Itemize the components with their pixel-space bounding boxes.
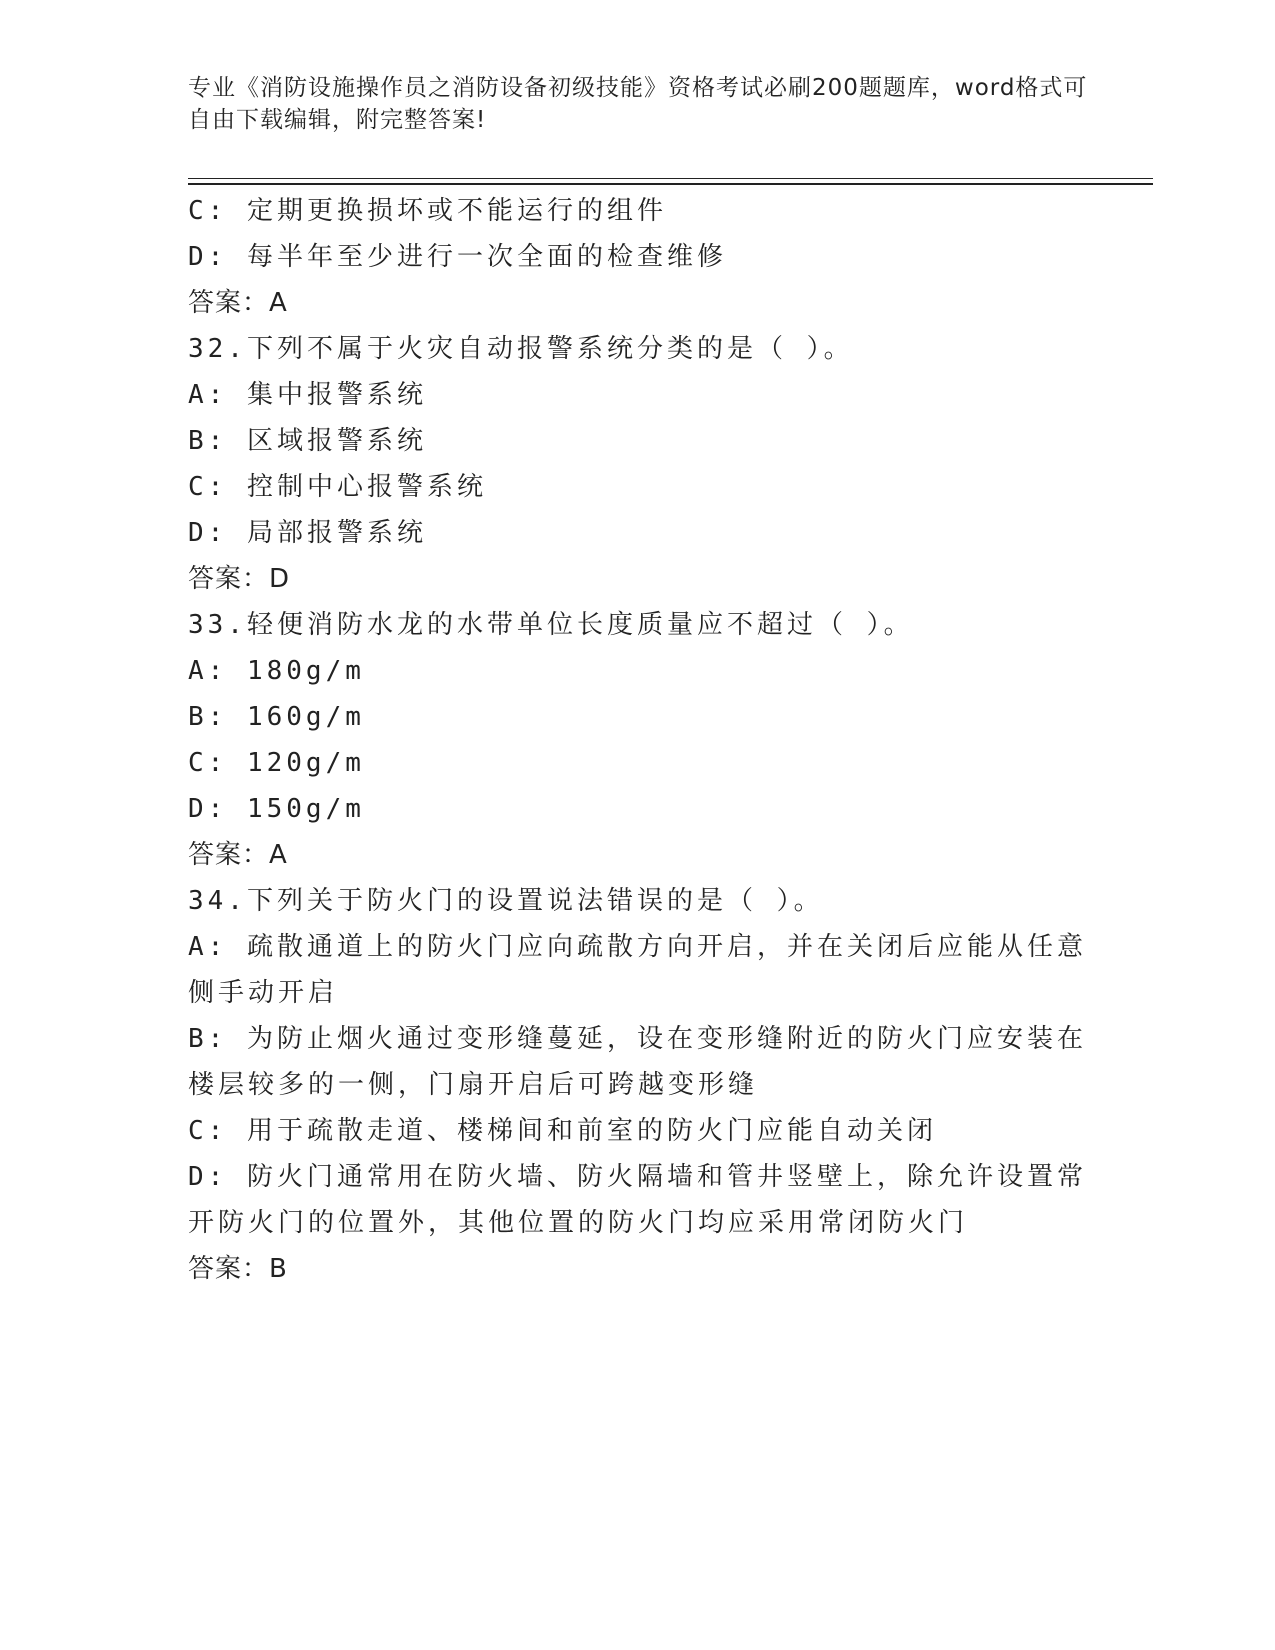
option-b: B: 160g/m — [188, 702, 365, 732]
answer-label: 答案：A — [188, 840, 288, 870]
option-c: C: 定期更换损坏或不能运行的组件 — [188, 196, 667, 226]
option-d: D: 每半年至少进行一次全面的检查维修 — [188, 242, 727, 272]
option-d: D: 150g/m — [188, 794, 365, 824]
previous-question-continuation — [188, 188, 1088, 326]
option-c: C: 控制中心报警系统 — [188, 472, 487, 502]
document-header: 专业《消防设施操作员之消防设备初级技能》资格考试必刷200题题库，word格式可自由下载编辑，附完整答案! — [188, 75, 1088, 133]
option-b: B: 为防止烟火通过变形缝蔓延，设在变形缝附近的防火门应安装在楼层较多的一侧，门扇开启后可跨越变形缝 — [188, 1024, 1087, 1100]
header-rule-thick — [188, 183, 1153, 185]
answer-label: 答案：D — [188, 564, 291, 594]
option-a: A: 集中报警系统 — [188, 380, 427, 410]
question-32 — [188, 326, 1088, 602]
question-content — [188, 188, 1088, 1292]
answer-label: 答案：A — [188, 288, 288, 318]
question-stem: 34.下列关于防火门的设置说法错误的是（ ）。 — [188, 886, 824, 916]
option-a: A: 180g/m — [188, 656, 365, 686]
option-b: B: 区域报警系统 — [188, 426, 427, 456]
header-rule-thin — [188, 178, 1153, 179]
option-d: D: 局部报警系统 — [188, 518, 427, 548]
question-stem: 33.轻便消防水龙的水带单位长度质量应不超过（ ）。 — [188, 610, 914, 640]
answer-label: 答案：B — [188, 1254, 288, 1284]
option-a: A: 疏散通道上的防火门应向疏散方向开启，并在关闭后应能从任意侧手动开启 — [188, 932, 1087, 1008]
question-33 — [188, 602, 1088, 878]
question-stem: 32.下列不属于火灾自动报警系统分类的是（ ）。 — [188, 334, 854, 364]
option-c: C: 120g/m — [188, 748, 365, 778]
option-c: C: 用于疏散走道、楼梯间和前室的防火门应能自动关闭 — [188, 1116, 937, 1146]
option-d: D: 防火门通常用在防火墙、防火隔墙和管井竖壁上，除允许设置常开防火门的位置外，其他位置的防火门均应采用常闭防火门 — [188, 1162, 1087, 1238]
question-34 — [188, 878, 1088, 1292]
